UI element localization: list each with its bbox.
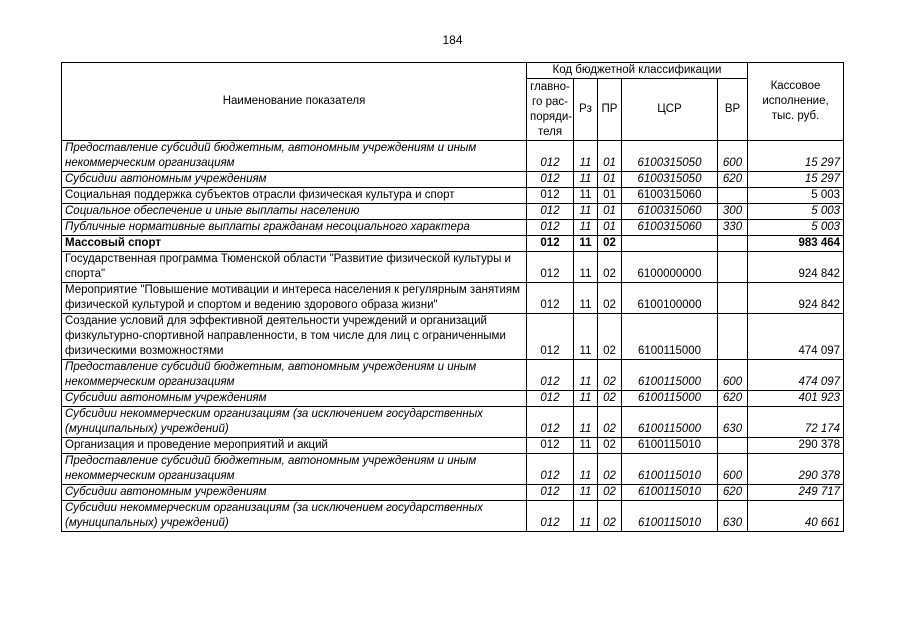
cell-csr: 6100115000 <box>622 407 718 438</box>
table-row <box>62 438 844 454</box>
cell-pr: 01 <box>598 204 622 220</box>
cell-csr <box>622 236 718 252</box>
cell-amount: 5 003 <box>748 188 844 204</box>
cell-pr: 01 <box>598 220 622 236</box>
table-row <box>62 204 844 220</box>
cell-glavny: 012 <box>527 188 574 204</box>
cell-vr <box>718 438 748 454</box>
cell-rz: 11 <box>574 391 598 407</box>
cell-csr: 6100315050 <box>622 141 718 172</box>
cell-glavny: 012 <box>527 236 574 252</box>
cell-vr: 300 <box>718 204 748 220</box>
cell-amount: 72 174 <box>748 407 844 438</box>
cell-csr: 6100115010 <box>622 438 718 454</box>
cell-vr: 600 <box>718 360 748 391</box>
cell-glavny: 012 <box>527 314 574 360</box>
cell-rz: 11 <box>574 407 598 438</box>
table-body <box>62 141 844 532</box>
cell-rz: 11 <box>574 501 598 532</box>
cell-rz: 11 <box>574 360 598 391</box>
cell-pr: 02 <box>598 454 622 485</box>
cell-glavny: 012 <box>527 141 574 172</box>
cell-glavny: 012 <box>527 220 574 236</box>
table-row <box>62 485 844 501</box>
header-amount: Кассовое исполнение, тыс. руб. <box>748 63 844 141</box>
cell-glavny: 012 <box>527 391 574 407</box>
cell-pr: 02 <box>598 283 622 314</box>
cell-vr: 600 <box>718 141 748 172</box>
cell-pr: 02 <box>598 501 622 532</box>
page-number: 184 <box>442 33 463 47</box>
cell-name: Мероприятие "Повышение мотивации и интереса населения к регулярным занятиям физической культурой и спортом и ведению здорового образа жизни" <box>62 283 527 314</box>
cell-glavny: 012 <box>527 454 574 485</box>
table-header <box>62 63 844 141</box>
cell-amount: 474 097 <box>748 314 844 360</box>
cell-amount: 40 661 <box>748 501 844 532</box>
cell-rz: 11 <box>574 220 598 236</box>
cell-name: Социальное обеспечение и иные выплаты населению <box>62 204 527 220</box>
header-name: Наименование показателя <box>62 63 527 141</box>
cell-amount: 5 003 <box>748 220 844 236</box>
cell-rz: 11 <box>574 454 598 485</box>
cell-vr: 600 <box>718 454 748 485</box>
cell-vr <box>718 236 748 252</box>
cell-pr: 02 <box>598 407 622 438</box>
table-row <box>62 407 844 438</box>
cell-pr: 02 <box>598 438 622 454</box>
table-row <box>62 391 844 407</box>
table-row <box>62 360 844 391</box>
table-row <box>62 283 844 314</box>
header-csr: ЦСР <box>622 79 718 141</box>
cell-pr: 02 <box>598 236 622 252</box>
cell-name: Массовый спорт <box>62 236 527 252</box>
cell-rz: 11 <box>574 252 598 283</box>
cell-name: Предоставление субсидий бюджетным, автономным учреждениям и иным некоммерческим организациям <box>62 141 527 172</box>
table-row <box>62 314 844 360</box>
cell-csr: 6100315060 <box>622 204 718 220</box>
cell-vr: 330 <box>718 220 748 236</box>
cell-name: Субсидии автономным учреждениям <box>62 391 527 407</box>
cell-pr: 02 <box>598 314 622 360</box>
cell-amount: 15 297 <box>748 141 844 172</box>
cell-amount: 249 717 <box>748 485 844 501</box>
cell-amount: 924 842 <box>748 283 844 314</box>
cell-vr: 630 <box>718 501 748 532</box>
cell-vr: 630 <box>718 407 748 438</box>
cell-rz: 11 <box>574 236 598 252</box>
cell-rz: 11 <box>574 485 598 501</box>
cell-csr: 6100115000 <box>622 360 718 391</box>
cell-name: Организация и проведение мероприятий и акций <box>62 438 527 454</box>
cell-name: Субсидии некоммерческим организациям (за исключением государственных (муниципальных) учреждений) <box>62 501 527 532</box>
cell-name: Создание условий для эффективной деятельности учреждений и организаций физкультурно-спортивной направленности, в том числе для лиц с ограниченными физическими возможностями <box>62 314 527 360</box>
cell-amount: 401 923 <box>748 391 844 407</box>
cell-csr: 6100115010 <box>622 485 718 501</box>
cell-glavny: 012 <box>527 252 574 283</box>
cell-pr: 02 <box>598 360 622 391</box>
table-row <box>62 236 844 252</box>
cell-csr: 6100115000 <box>622 314 718 360</box>
table-row <box>62 501 844 532</box>
cell-vr <box>718 188 748 204</box>
cell-amount: 983 464 <box>748 236 844 252</box>
cell-amount: 474 097 <box>748 360 844 391</box>
header-glavny: главно-го рас-поряди-теля <box>527 79 574 141</box>
cell-amount: 924 842 <box>748 252 844 283</box>
cell-rz: 11 <box>574 172 598 188</box>
header-vr: ВР <box>718 79 748 141</box>
cell-glavny: 012 <box>527 485 574 501</box>
table-row <box>62 172 844 188</box>
header-rz: Рз <box>574 79 598 141</box>
cell-vr: 620 <box>718 391 748 407</box>
cell-rz: 11 <box>574 438 598 454</box>
cell-glavny: 012 <box>527 283 574 314</box>
cell-rz: 11 <box>574 283 598 314</box>
cell-pr: 01 <box>598 188 622 204</box>
cell-name: Предоставление субсидий бюджетным, автономным учреждениям и иным некоммерческим организациям <box>62 360 527 391</box>
cell-rz: 11 <box>574 188 598 204</box>
cell-amount: 15 297 <box>748 172 844 188</box>
cell-vr <box>718 252 748 283</box>
cell-csr: 6100315060 <box>622 188 718 204</box>
cell-glavny: 012 <box>527 204 574 220</box>
table-row <box>62 454 844 485</box>
cell-name: Субсидии некоммерческим организациям (за исключением государственных (муниципальных) учреждений) <box>62 407 527 438</box>
cell-rz: 11 <box>574 204 598 220</box>
cell-glavny: 012 <box>527 501 574 532</box>
cell-vr <box>718 283 748 314</box>
table-row <box>62 252 844 283</box>
cell-glavny: 012 <box>527 360 574 391</box>
cell-csr: 6100115000 <box>622 391 718 407</box>
cell-csr: 6100315060 <box>622 220 718 236</box>
budget-table <box>61 62 844 532</box>
cell-glavny: 012 <box>527 172 574 188</box>
cell-amount: 290 378 <box>748 454 844 485</box>
cell-name: Государственная программа Тюменской области "Развитие физической культуры и спорта" <box>62 252 527 283</box>
cell-csr: 6100115010 <box>622 454 718 485</box>
cell-vr: 620 <box>718 172 748 188</box>
cell-pr: 01 <box>598 172 622 188</box>
cell-name: Предоставление субсидий бюджетным, автономным учреждениям и иным некоммерческим организациям <box>62 454 527 485</box>
cell-csr: 6100000000 <box>622 252 718 283</box>
table-row <box>62 141 844 172</box>
cell-vr <box>718 314 748 360</box>
cell-rz: 11 <box>574 141 598 172</box>
header-code-group: Код бюджетной классификации <box>527 63 748 79</box>
cell-name: Субсидии автономным учреждениям <box>62 172 527 188</box>
cell-amount: 5 003 <box>748 204 844 220</box>
cell-csr: 6100315050 <box>622 172 718 188</box>
cell-vr: 620 <box>718 485 748 501</box>
cell-amount: 290 378 <box>748 438 844 454</box>
cell-csr: 6100100000 <box>622 283 718 314</box>
cell-pr: 02 <box>598 391 622 407</box>
cell-pr: 02 <box>598 252 622 283</box>
cell-pr: 02 <box>598 485 622 501</box>
cell-rz: 11 <box>574 314 598 360</box>
cell-name: Публичные нормативные выплаты гражданам несоциального характера <box>62 220 527 236</box>
table-row <box>62 188 844 204</box>
cell-glavny: 012 <box>527 438 574 454</box>
cell-pr: 01 <box>598 141 622 172</box>
cell-glavny: 012 <box>527 407 574 438</box>
table-row <box>62 220 844 236</box>
header-pr: ПР <box>598 79 622 141</box>
cell-csr: 6100115010 <box>622 501 718 532</box>
cell-name: Субсидии автономным учреждениям <box>62 485 527 501</box>
cell-name: Социальная поддержка субъектов отрасли физическая культура и спорт <box>62 188 527 204</box>
